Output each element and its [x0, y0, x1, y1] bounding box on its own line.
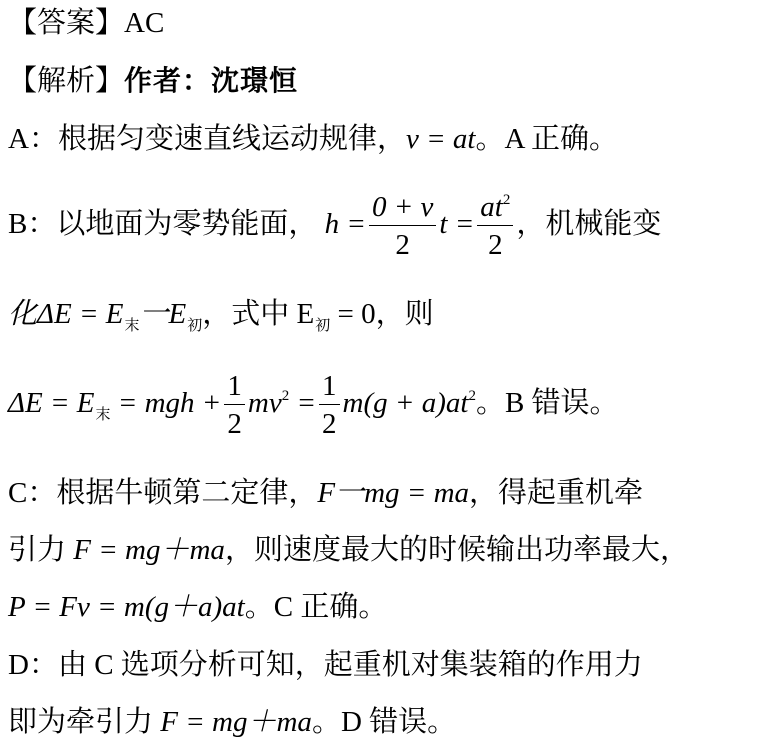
option-b-line-1: [8, 192, 661, 261]
option-d-conclusion: 。D 错误。: [311, 706, 457, 738]
half-denominator-2: 2: [322, 408, 337, 441]
power-formula: P = Fv = m(g＋a)at: [8, 591, 245, 623]
equals-zero: = 0，则: [330, 298, 434, 330]
fraction-half-2: [319, 371, 340, 440]
option-c-conclusion: 。C 正确。: [244, 591, 388, 623]
fraction-half: [224, 371, 245, 440]
author-credit: 作者：沈璟恒: [124, 64, 299, 97]
option-b-conclusion: 。B 错误。: [475, 387, 619, 420]
option-d-label: D：: [8, 649, 58, 681]
delta-e-equation: ΔE = E: [8, 387, 95, 420]
option-d-text: 由 C 选项分析可知，起重机对集装箱的作用力: [57, 649, 643, 681]
option-a-line: [8, 125, 618, 154]
analysis-label: 【解析】: [8, 65, 125, 97]
option-d-line-1: [8, 651, 643, 680]
fraction-velocity-numerator: 0 + v: [369, 192, 436, 226]
fraction-acceleration: [477, 192, 513, 261]
delta-e-formula: 化ΔE = E: [8, 298, 124, 330]
subscript-initial-2: 初: [315, 318, 331, 334]
option-c-text: 根据牛顿第二定律，: [56, 477, 318, 509]
subscript-final-2: 末: [95, 407, 111, 424]
mgh-term: = mgh +: [110, 387, 222, 420]
option-c-text-continued: ，得起重机牵: [469, 477, 644, 509]
half-numerator-2: 1: [319, 371, 340, 405]
option-b-line-3: [8, 371, 619, 440]
exponent: 2: [502, 192, 511, 208]
subscript-initial: 初: [187, 318, 203, 334]
option-a-label: A：: [8, 123, 58, 155]
option-c-line-3: [8, 593, 387, 622]
fraction-acceleration-numerator: [477, 192, 513, 226]
mv-exponent: 2: [281, 388, 290, 405]
analysis-line: [8, 64, 299, 97]
option-a-formula: v = at: [405, 123, 476, 155]
fraction-velocity-denominator: 2: [395, 229, 410, 262]
option-c-line-1: [8, 479, 643, 508]
m-g-a-term: m(g + a)at: [342, 387, 469, 420]
at-term: at: [480, 191, 503, 223]
where-text: ，式中 E: [202, 298, 315, 330]
option-d-text-continued: 即为牵引力: [8, 706, 161, 738]
t-equals: t =: [439, 208, 475, 241]
subscript-final: 末: [124, 318, 140, 334]
option-d-line-2: [8, 708, 456, 737]
equals-sign: =: [289, 387, 317, 420]
at-exponent: 2: [468, 388, 476, 405]
minus-e: 一E: [139, 298, 187, 330]
answer-value: AC: [124, 7, 165, 39]
option-a-conclusion: 。A 正确。: [475, 123, 619, 155]
answer-line: [8, 9, 164, 38]
mv-term: mv: [247, 387, 282, 420]
half-denominator: 2: [227, 408, 242, 441]
answer-label: 【答案】: [8, 7, 125, 39]
option-b-label: B：: [8, 208, 57, 241]
fraction-velocity: [369, 192, 436, 261]
half-numerator: 1: [224, 371, 245, 405]
option-b-text: 以地面为零势能面，: [56, 208, 318, 241]
newton-formula: F一mg = ma: [317, 477, 470, 509]
option-b-text-continued: ，机械能变: [516, 208, 662, 241]
option-b-line-2: [8, 300, 434, 334]
power-text: ，则速度最大的时候输出功率最大，: [224, 534, 689, 566]
option-c-line-2: [8, 536, 689, 565]
traction-text: 引力: [8, 534, 74, 566]
fraction-acceleration-denominator: 2: [488, 229, 503, 262]
option-c-label: C：: [8, 477, 57, 509]
h-equals: h =: [324, 208, 366, 241]
option-d-formula: F = mg＋ma: [160, 706, 312, 738]
traction-formula: F = mg＋ma: [73, 534, 225, 566]
option-a-text: 根据匀变速直线运动规律，: [57, 123, 406, 155]
